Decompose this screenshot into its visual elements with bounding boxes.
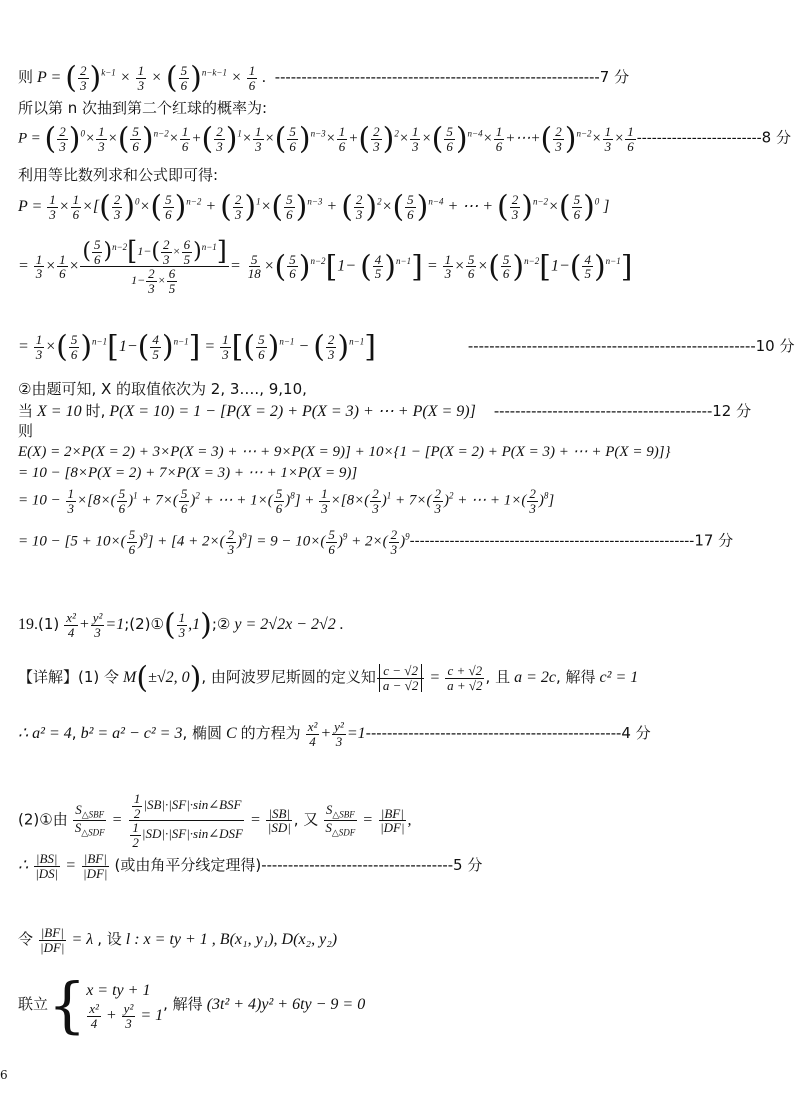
line-11: E(X) = 2×P(X = 2) + 3×P(X = 3) + ⋯ + 9×P(X = 9)] + 10×{1 − [P(X = 2) + P(X = 3) + ⋯ + P(X = 9)]} [18,444,671,460]
line-9: 当 X = 10 时, P(X = 10) = 1 − [P(X = 2) + P(X = 3) + ⋯ + P(X = 9)] -----------------------------------------12 分 [18,402,752,420]
score-7: 7 分 [599,67,630,86]
line-7: = $\frac{1}{3}$ ×( $\frac{5}{6}$ )$^{n-1}$[1−( $\frac{4}{5}$ )$^{n-1}$] = $\frac{1}{3}$ [( $\frac{5}{6}$ )$^{n-1}$ − ( $\frac{2}{3}$ )$^{n-1}$] ------------------------------------------------------10 分 [18,329,795,365]
line-3: P = ( $\frac{2}{3}$ )$^0$× $\frac{1}{3}$ ×( $\frac{5}{6}$ )$^{n-2}$× $\frac{1}{6}$ +( $\frac{2}{3}$ )$^1$× $\frac{1}{3}$ ×( $\frac{5}{6}$ )$^{n-3}$× $\frac{1}{6}$ +( $\frac{2}{3}$ )$^2$× $\frac{1}{3}$ ×( $\frac{5}{6}$ )$^{n-4}$× $\frac{1}{6}$ +⋯+( $\frac{2}{3}$ )$^{n-2}$× $\frac{1}{3}$ × $\frac{1}{6}$ -------------------------8 分 [18,121,791,157]
line-18: (2)①由 $\frac{S_{\triangle SBF}}{S_{\triangle SDF}}$ = $\frac{1}{2}$ |SB|·|SF|·sin∠BSF $\frac{1}{2}$ |SD|·|SF|·sin∠DSF = $\frac{|SB|}{|SD|}$ , 又 $\frac{S_{\triangle SBF}}{S_{\triangle SDF}}$ = $\frac{|BF|}{|DF|}$ , [18,791,412,850]
score-12: 12 分 [712,402,752,420]
score-17: 17 分 [694,531,734,550]
score-10: 10 分 [755,336,795,355]
line-10: 则 [18,422,34,440]
line-4: 利用等比数列求和公式即可得: [18,166,219,184]
line-8: ②由题可知, X 的取值依次为 2, 3…., 9,10, [18,380,307,398]
line-14: = 10 − [5 + 10×( $\frac{5}{6}$ )$^9$] + [4 + 2×( $\frac{2}{3}$ )$^9$] = 9 − 10×( $\frac{5}{6}$ )$^9$ + 2×( $\frac{2}{3}$ )$^9$---------------------------------------------------------17 分 [18,527,734,557]
line-17: ∴ a² = 4, b² = a² − c² = 3, 椭圆 C 的方程为 $\frac{\text{x²}}{4}$ + $\frac{\text{y²}}{3}$ =1------------------------------------------------4 分 [18,719,651,749]
line-20: 令 $\frac{|BF|}{|DF|}$ = λ , 设 l : x = ty + 1 , B(x₁, y₁), D(x₂, y₂) [18,925,338,955]
line-13: = 10 − $\frac{1}{3}$ ×[8×( $\frac{5}{6}$ )$^1$ + 7×( $\frac{5}{6}$ )$^2$ + ⋯ + 1×( $\frac{5}{6}$ )$^8$] + $\frac{1}{3}$ ×[8×( $\frac{2}{3}$ )$^1$ + 7×( $\frac{2}{3}$ )$^2$ + ⋯ + 1×( $\frac{2}{3}$ )$^8$] [18,486,555,516]
line-15: 19.(1) $\frac{\text{x²}}{4}$ + $\frac{\text{y²}}{3}$ =1;(2)①( $\frac{1}{3}$ ,1);② y = 2√2x − 2√2 . [18,607,344,643]
line-6: = $\frac{1}{3}$ × $\frac{1}{6}$ × ( $\frac{5}{6}$ )$^{n-2}$[1−( $\frac{2}{3}$ × $\frac{6}{5}$ )$^{n-1}$] 1− $\frac{2}{3}$ × $\frac{6}{5}$ = $\frac{5}{18}$ ×( $\frac{5}{6}$ )$^{n-2}$[1− ( $\frac{4}{5}$ )$^{n-1}$] = $\frac{1}{3}$ × $\frac{5}{6}$ ×( $\frac{5}{6}$ )$^{n-2}$[1−( $\frac{4}{5}$ )$^{n-1}$] [18,236,633,296]
line-21: 联立{ x = ty + 1 $\frac{\text{x²}}{4}$ + $\frac{\text{y²}}{3}$ = 1 , 解得 (3t² + 4)y² + 6ty − 9 = 0 [18,970,366,1041]
score-5: 5 分 [453,855,483,874]
line-1: 则 P = ( $\frac{2}{3}$ )$^{k-1}$ × $\frac{1}{3}$ × ( $\frac{5}{6}$ )$^{n-k-1}$ × $\frac{1}{6}$ . -------------------------------------------------------------7 分 [18,60,630,96]
line-2: 所以第 n 次抽到第二个红球的概率为: [18,99,268,117]
score-4: 4 分 [621,723,651,742]
score-8: 8 分 [761,128,791,147]
line-12: = 10 − [8×P(X = 2) + 7×P(X = 3) + ⋯ + 1×P(X = 9)] [18,465,358,481]
line-16: 【详解】(1) 令 M(±√2, 0), 由阿波罗尼斯圆的定义知 $\frac{c - √2}{a - √2}$ = $\frac{c + √2}{a + √2}$ , 且 a = 2c, 解得 c² = 1 [18,660,639,696]
line-19: ∴ $\frac{|BS|}{|DS|}$ = $\frac{|BF|}{|DF|}$ (或由角平分线定理得)------------------------------------5 分 [18,851,483,881]
line-5: P = $\frac{1}{3}$ × $\frac{1}{6}$ ×[( $\frac{2}{3}$ )$^0$×( $\frac{5}{6}$ )$^{n-2}$ + ( $\frac{2}{3}$ )$^1$×( $\frac{5}{6}$ )$^{n-3}$ + ( $\frac{2}{3}$ )$^2$×( $\frac{5}{6}$ )$^{n-4}$ + ⋯ + ( $\frac{2}{3}$ )$^{n-2}$×( $\frac{5}{6}$ )$^0$ ] [18,189,610,225]
page-number: 6 [0,1068,8,1082]
